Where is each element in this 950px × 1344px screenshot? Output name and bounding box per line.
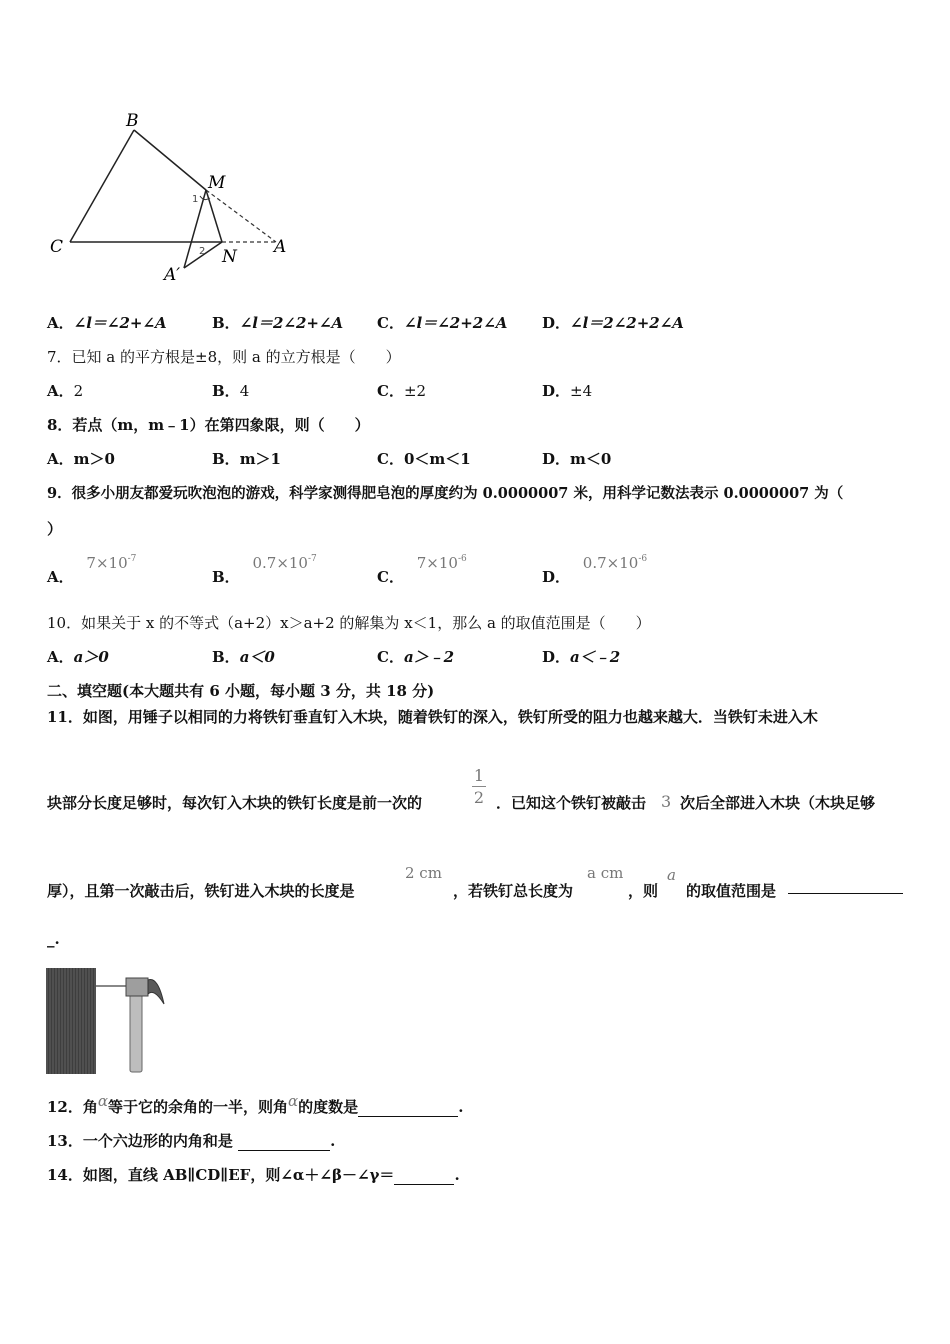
segment-MA-dashed bbox=[206, 190, 276, 242]
q11-three: 3 bbox=[661, 792, 672, 811]
q11-line2c: 次后全部进入木块（木块足够 bbox=[680, 794, 876, 812]
hammer-head bbox=[126, 978, 148, 996]
q11-line3d: 的取值范围是 bbox=[686, 882, 777, 900]
q6-option-d[interactable]: D．∠l＝2∠2+2∠A bbox=[542, 314, 684, 332]
q13-answer-blank[interactable] bbox=[238, 1132, 330, 1151]
hammer-claw bbox=[148, 980, 164, 1005]
q8-stem: 8．若点（m，m﹣1）在第四象限，则（ ） bbox=[47, 416, 370, 434]
q10-option-c[interactable]: C．a＞﹣2 bbox=[377, 648, 455, 666]
q10-stem: 10．如果关于 x 的不等式（a+2）x＞a+2 的解集为 x＜1，那么 a 的取值范围是（ ） bbox=[47, 614, 651, 632]
q9-stem-line2: ） bbox=[47, 520, 63, 538]
q8-option-c[interactable]: C．0＜m＜1 bbox=[377, 450, 471, 468]
q11-line3a: 厚），且第一次敲击后，铁钉进入木块的长度是 bbox=[47, 882, 355, 900]
q7-option-b[interactable]: B．4 bbox=[212, 382, 250, 400]
q7-option-c[interactable]: C．±2 bbox=[377, 382, 427, 400]
q7-option-d[interactable]: D．±4 bbox=[542, 382, 593, 400]
q8-option-b[interactable]: B．m＞1 bbox=[212, 450, 281, 468]
q11-answer-blank[interactable] bbox=[788, 893, 903, 894]
label-N: N bbox=[222, 247, 237, 267]
segment-MN bbox=[206, 190, 222, 242]
q11-a-cm: a cm bbox=[587, 864, 624, 882]
wood-block bbox=[46, 968, 96, 1074]
label-M: M bbox=[208, 173, 226, 193]
q11-line3c: ，则 bbox=[628, 882, 659, 900]
q6-option-c[interactable]: C．∠l＝∠2+2∠A bbox=[377, 314, 508, 332]
q14-line: 14．如图，直线 AB∥CD∥EF，则∠α＋∠β－∠γ＝ . bbox=[47, 1166, 460, 1184]
q11-line4: _. bbox=[47, 930, 60, 948]
q9-option-b[interactable]: B． $0.7\times 10^{-7}$ bbox=[212, 554, 317, 586]
q11-line1: 11．如图，用锤子以相同的力将铁钉垂直钉入木块，随着铁钉的深入，铁钉所受的阻力也越来越大．当铁钉未进入木 bbox=[47, 708, 818, 726]
q9-stem-line1: 9．很多小朋友都爱玩吹泡泡的游戏，科学家测得肥皂泡的厚度约为 0.0000007 米，用科学记数法表示 0.0000007 为（ bbox=[47, 485, 844, 502]
segment-BM bbox=[134, 130, 206, 190]
q7-stem: 7．已知 a 的平方根是±8，则 a 的立方根是（ ） bbox=[47, 348, 401, 366]
q10-option-d[interactable]: D．a＜﹣2 bbox=[542, 648, 621, 666]
label-1: 1 bbox=[192, 194, 199, 205]
q8-option-a[interactable]: A．m＞0 bbox=[47, 450, 115, 468]
q7-option-a[interactable]: A．2 bbox=[47, 382, 84, 400]
q14-answer-blank[interactable] bbox=[394, 1166, 454, 1185]
q11-line3b: ，若铁钉总长度为 bbox=[453, 882, 574, 900]
label-B: B bbox=[126, 111, 139, 131]
q6-option-b[interactable]: B．∠l＝2∠2+∠A bbox=[212, 314, 344, 332]
label-C: C bbox=[50, 237, 64, 257]
hammer-handle bbox=[130, 994, 142, 1072]
segment-CB bbox=[70, 130, 134, 242]
q11-two-cm: 2 cm bbox=[405, 864, 442, 882]
q11-fraction: 1 2 bbox=[473, 766, 485, 807]
label-A-prime: A′ bbox=[164, 265, 181, 285]
q10-option-a[interactable]: A．a＞0 bbox=[47, 648, 109, 666]
q6-option-a[interactable]: A．∠l＝∠2+∠A bbox=[47, 314, 167, 332]
section2-title: 二、填空题(本大题共有 6 小题，每小题 3 分，共 18 分) bbox=[47, 682, 435, 700]
q9-option-c[interactable]: C． $7\times 10^{-6}$ bbox=[377, 554, 467, 586]
q11-line2b: ．已知这个铁钉被敲击 bbox=[496, 794, 647, 812]
q9-option-a[interactable]: A． $7\times 10^{-7}$ bbox=[47, 554, 137, 586]
triangle-fold-figure bbox=[40, 108, 300, 288]
hammer-nail-figure bbox=[46, 966, 170, 1076]
q10-option-b[interactable]: B．a＜0 bbox=[212, 648, 275, 666]
q12-line: 12．角α等于它的余角的一半，则角α的度数是 . bbox=[47, 1092, 464, 1116]
q9-option-d[interactable]: D． $0.7\times 10^{-6}$ bbox=[542, 554, 648, 586]
q11-a: a bbox=[667, 866, 676, 884]
q8-option-d[interactable]: D．m＜0 bbox=[542, 450, 612, 468]
q12-answer-blank[interactable] bbox=[358, 1098, 458, 1117]
q13-line: 13．一个六边形的内角和是 . bbox=[47, 1132, 336, 1150]
label-2: 2 bbox=[199, 246, 206, 257]
q11-line2: 块部分长度足够时，每次钉入木块的铁钉长度是前一次的 bbox=[47, 794, 423, 812]
label-A: A bbox=[274, 237, 287, 257]
